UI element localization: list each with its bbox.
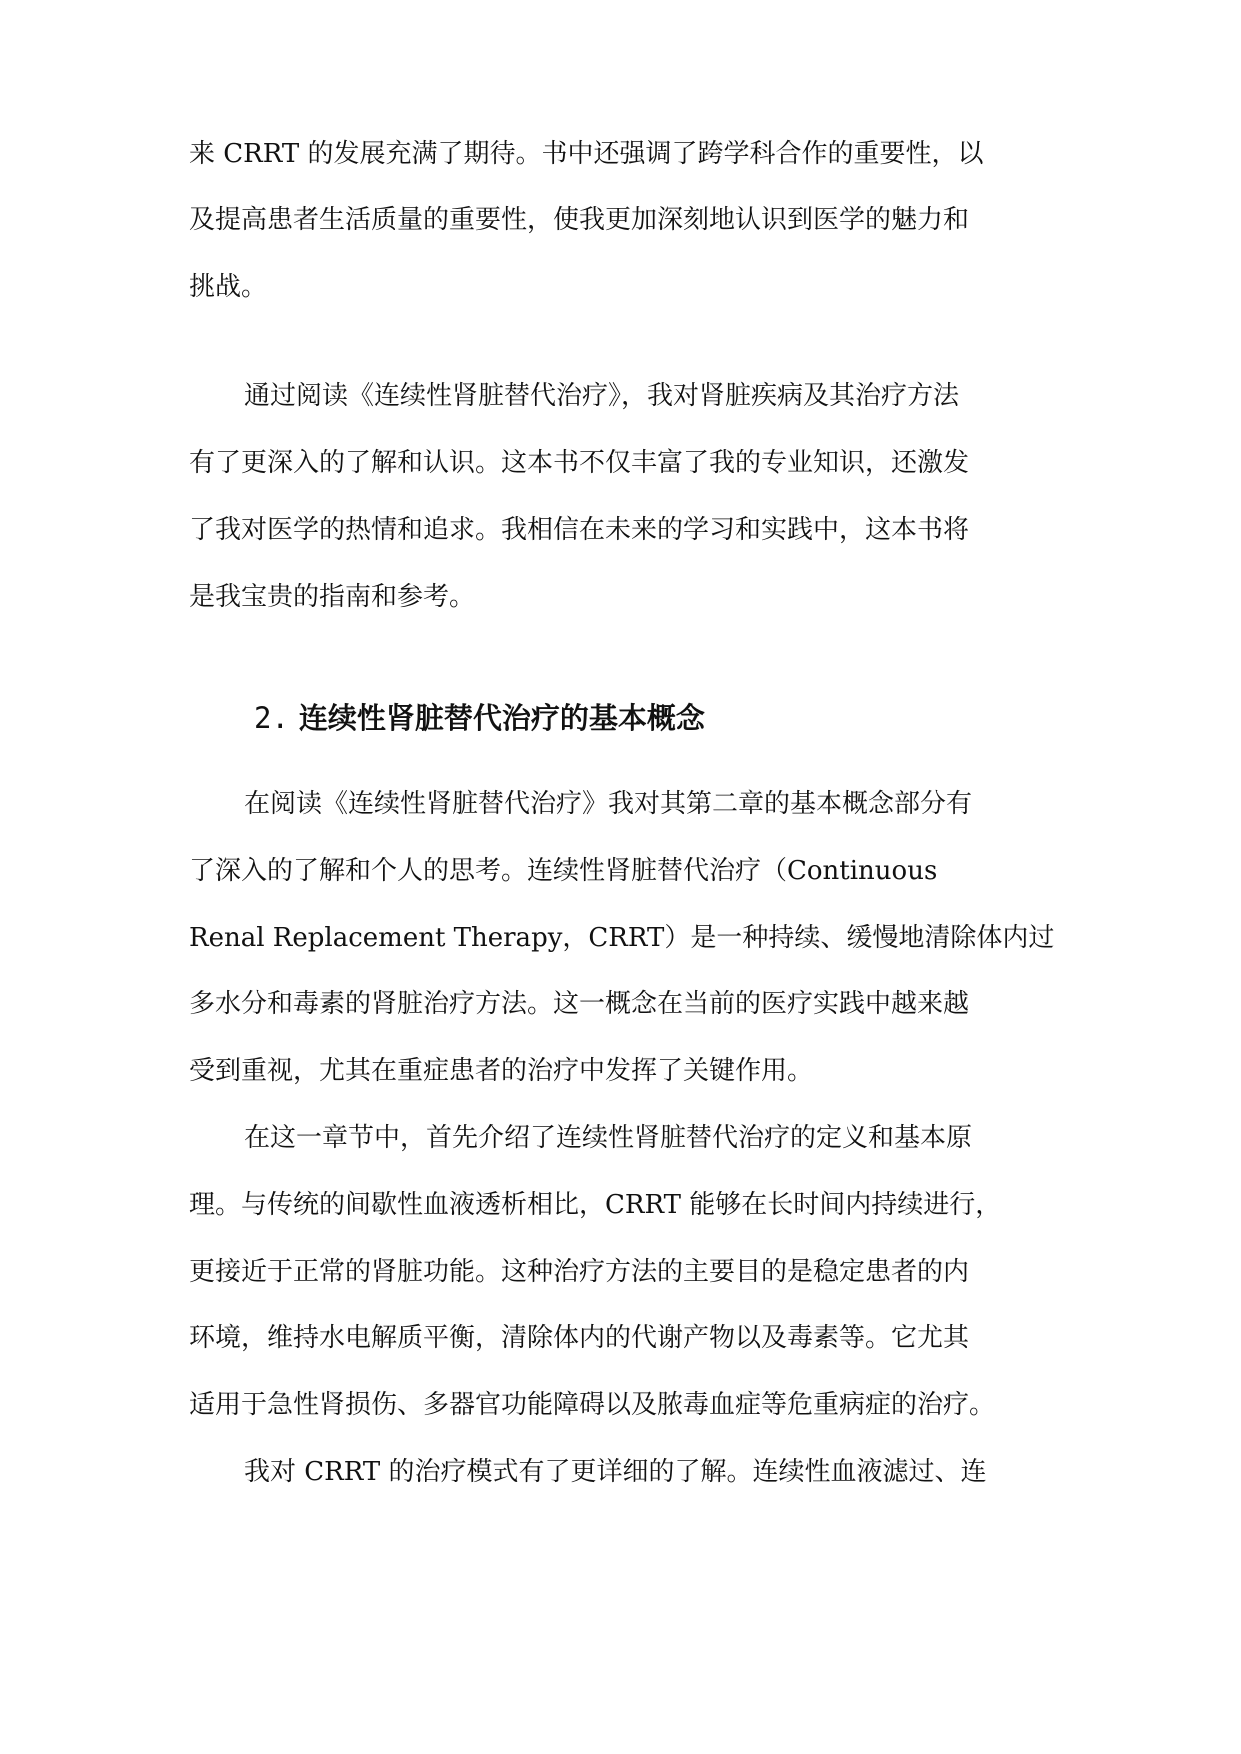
section-title: 连续性肾脏替代治疗的基本概念	[298, 701, 705, 735]
paragraph-4-line-3: 更接近于正常的肾脏功能。这种治疗方法的主要目的是稳定患者的内	[189, 1257, 970, 1287]
paragraph-2-line-2: 有了更深入的了解和认识。这本书不仅丰富了我的专业知识，还激发	[189, 448, 970, 478]
section-number: 2.	[254, 701, 289, 735]
paragraph-4-line-4: 环境，维持水电解质平衡，清除体内的代谢产物以及毒素等。它尤其	[189, 1323, 970, 1353]
paragraph-4-line-5: 适用于急性肾损伤、多器官功能障碍以及脓毒血症等危重病症的治疗。	[189, 1390, 996, 1420]
paragraph-5-line-1: 我对 CRRT 的治疗模式有了更详细的了解。连续性血液滤过、连	[244, 1457, 987, 1487]
paragraph-3-line-5: 受到重视，尤其在重症患者的治疗中发挥了关键作用。	[189, 1056, 814, 1086]
paragraph-1-line-1: 来 CRRT 的发展充满了期待。书中还强调了跨学科合作的重要性，以	[189, 139, 984, 169]
paragraph-3-line-2: 了深入的了解和个人的思考。连续性肾脏替代治疗（Continuous	[189, 856, 938, 886]
paragraph-2-line-3: 了我对医学的热情和追求。我相信在未来的学习和实践中，这本书将	[189, 515, 970, 545]
section-heading	[254, 700, 705, 736]
paragraph-1-line-2: 及提高患者生活质量的重要性，使我更加深刻地认识到医学的魅力和	[189, 205, 970, 235]
paragraph-3-line-4: 多水分和毒素的肾脏治疗方法。这一概念在当前的医疗实践中越来越	[189, 989, 970, 1019]
paragraph-1-line-3: 挑战。	[189, 272, 268, 302]
paragraph-3-line-3: Renal Replacement Therapy，CRRT）是一种持续、缓慢地清除体内过	[189, 923, 1055, 953]
paragraph-4-line-2: 理。与传统的间歇性血液透析相比，CRRT 能够在长时间内持续进行，	[189, 1190, 1002, 1220]
paragraph-2-line-4: 是我宝贵的指南和参考。	[189, 582, 476, 612]
paragraph-3-line-1: 在阅读《连续性肾脏替代治疗》我对其第二章的基本概念部分有	[244, 789, 973, 819]
paragraph-4-line-1: 在这一章节中，首先介绍了连续性肾脏替代治疗的定义和基本原	[244, 1123, 973, 1153]
paragraph-2-line-1: 通过阅读《连续性肾脏替代治疗》，我对肾脏疾病及其治疗方法	[244, 381, 960, 411]
